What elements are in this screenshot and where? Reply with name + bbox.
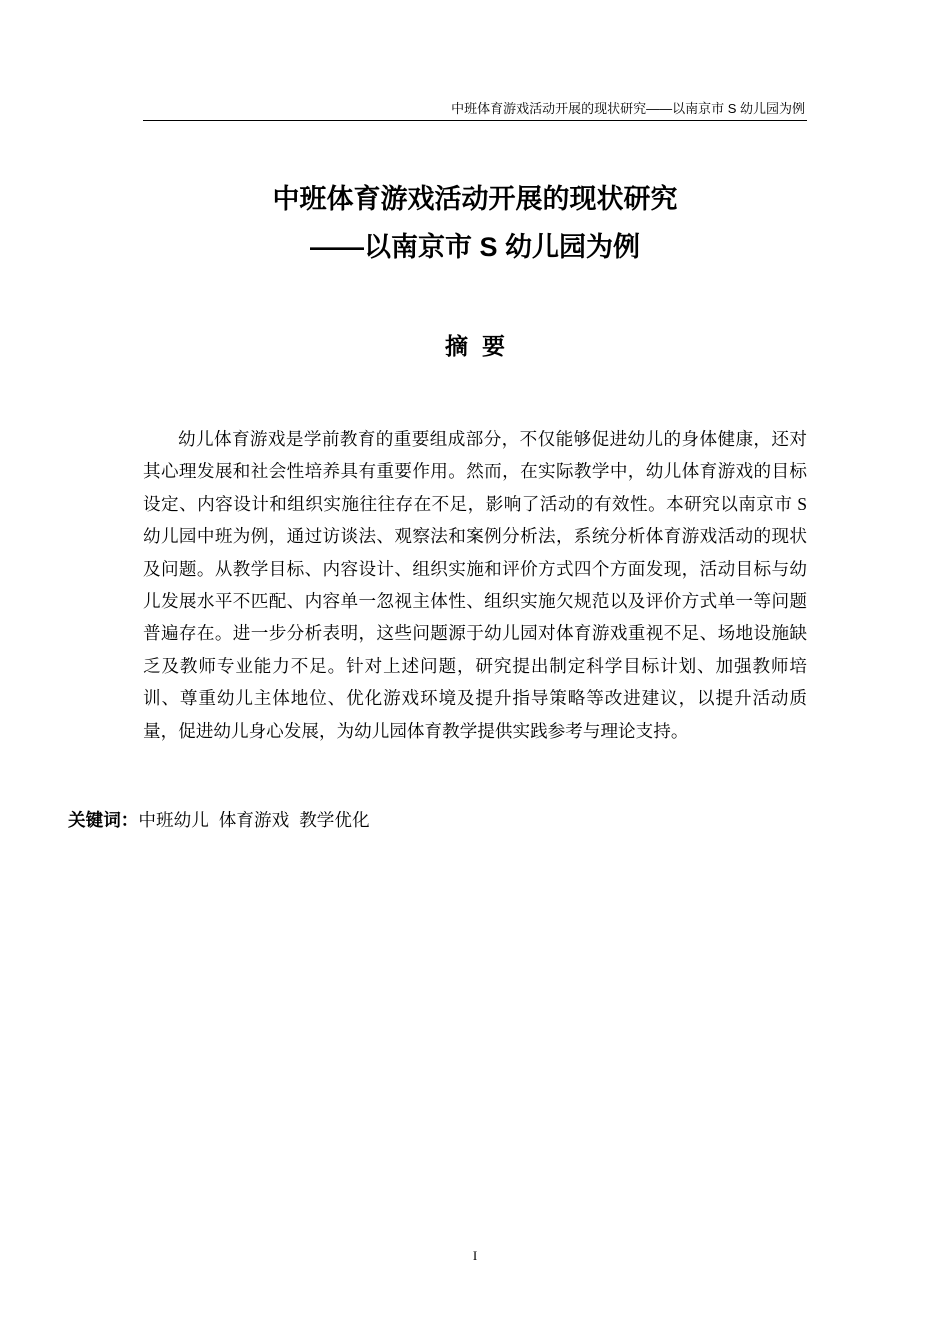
keyword-item: 中班幼儿: [138, 810, 209, 830]
keywords-label: 关键词: [68, 810, 121, 830]
document-subtitle: ——以南京市 S 幼儿园为例: [309, 232, 640, 262]
keywords-line: [68, 806, 380, 834]
header-divider: [143, 120, 807, 121]
keyword-item: 体育游戏: [218, 810, 290, 830]
running-header: 中班体育游戏活动开展的现状研究——以南京市 S 幼儿园为例: [451, 101, 805, 116]
page-number: I: [472, 1248, 478, 1263]
abstract-heading: 摘要: [445, 333, 519, 359]
keywords-separator: ：: [120, 810, 139, 830]
abstract-body: 幼儿体育游戏是学前教育的重要组成部分，不仅能够促进幼儿的身体健康，还对其心理发展和社会性培养具有重要作用。然而，在实际教学中，幼儿体育游戏的目标设定、内容设计和组织实施往往存在不足，影响了活动的有效性。本研究以南京市 S 幼儿园中班为例，通过访谈法、观察法和案例分析法，系统分析体育游戏活动的现状及问题。从教学目标、内容设计、组织实施和评价方式四个方面发现，活动目标与幼儿发展水平不匹配、内容单一忽视主体性、组织实施欠规范以及评价方式单一等问题普遍存在。进一步分析表明，这些问题源于幼儿园对体育游戏重视不足、场地设施缺乏及教师专业能力不足。针对上述问题，研究提出制定科学目标计划、加强教师培训、尊重幼儿主体地位、优化游戏环境及提升指导策略等改进建议，以提升活动质量，促进幼儿身心发展，为幼儿园体育教学提供实践参考与理论支持。: [143, 429, 807, 741]
document-title: 中班体育游戏活动开展的现状研究: [272, 184, 678, 214]
keyword-item: 教学优化: [299, 810, 370, 830]
